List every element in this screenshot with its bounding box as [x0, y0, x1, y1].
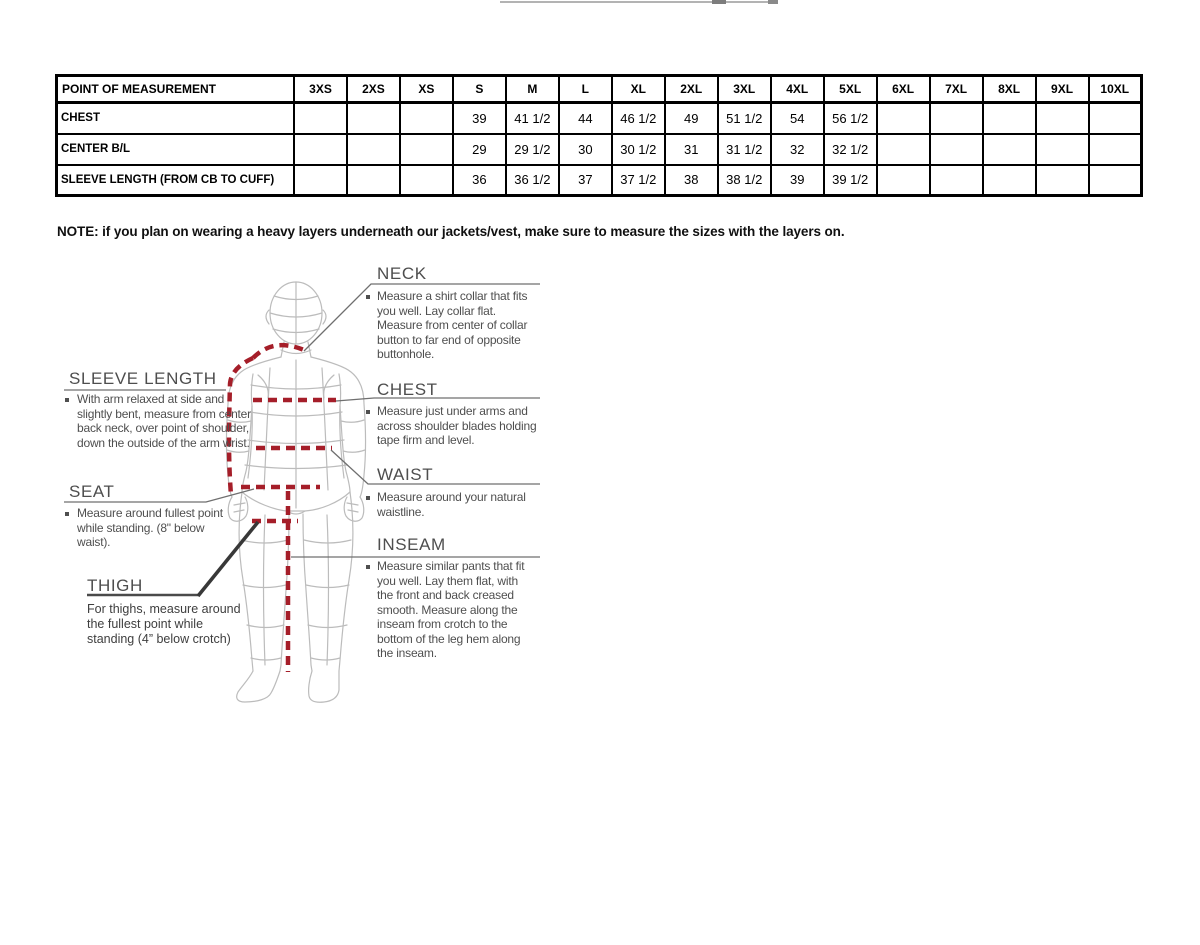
bullet-square-icon	[65, 512, 69, 516]
size-value-cell	[930, 103, 983, 134]
column-header-size: 8XL	[983, 76, 1036, 103]
size-value-cell	[294, 134, 347, 165]
column-header-size: XL	[612, 76, 665, 103]
table-row	[57, 103, 1142, 134]
size-value-cell	[1089, 103, 1142, 134]
size-value-cell: 30	[559, 134, 612, 165]
size-value-cell	[294, 165, 347, 196]
size-value-cell: 39	[453, 103, 506, 134]
row-label: SLEEVE LENGTH (FROM CB TO CUFF)	[57, 165, 295, 196]
column-header-size: L	[559, 76, 612, 103]
bullet-square-icon	[366, 295, 370, 299]
size-value-cell	[347, 165, 400, 196]
column-header-size: 5XL	[824, 76, 877, 103]
size-value-cell: 46 1/2	[612, 103, 665, 134]
column-header-size: 9XL	[1036, 76, 1089, 103]
column-header-size: 10XL	[1089, 76, 1142, 103]
size-value-cell: 29	[453, 134, 506, 165]
size-value-cell: 36	[453, 165, 506, 196]
size-value-cell	[400, 134, 453, 165]
thigh-section-text: For thighs, measure around the fullest point while standing (4” below crotch)	[87, 602, 241, 646]
cutoff-title-fragment	[500, 1, 774, 3]
size-value-cell	[930, 165, 983, 196]
size-value-cell: 38 1/2	[718, 165, 771, 196]
bullet-square-icon	[366, 410, 370, 414]
size-value-cell: 37	[559, 165, 612, 196]
size-value-cell	[877, 134, 930, 165]
size-value-cell: 32	[771, 134, 824, 165]
bullet-square-icon	[65, 398, 69, 402]
size-value-cell	[1089, 134, 1142, 165]
size-value-cell: 31	[665, 134, 718, 165]
size-chart-table	[55, 74, 1143, 197]
size-value-cell: 32 1/2	[824, 134, 877, 165]
size-value-cell: 37 1/2	[612, 165, 665, 196]
waist-section-title: WAIST	[377, 465, 434, 484]
size-value-cell: 30 1/2	[612, 134, 665, 165]
bullet-square-icon	[366, 565, 370, 569]
seat-section-title: SEAT	[69, 482, 115, 501]
column-header-point-of-measurement: POINT OF MEASUREMENT	[57, 76, 295, 103]
waist-pointer-line	[331, 450, 540, 484]
size-value-cell: 51 1/2	[718, 103, 771, 134]
sleeve-length-section-title: SLEEVE LENGTH	[69, 369, 217, 388]
table-row	[57, 134, 1142, 165]
neck-section-text: Measure a shirt collar that fits you well. Lay collar flat. Measure from center of collar button to far end of opposite buttonhole.	[377, 289, 528, 361]
bullet-square-icon	[366, 496, 370, 500]
size-value-cell: 31 1/2	[718, 134, 771, 165]
size-value-cell: 38	[665, 165, 718, 196]
waist-section-text: Measure around your natural waistline.	[377, 490, 526, 519]
size-value-cell	[983, 165, 1036, 196]
neck-measure-line	[253, 345, 304, 358]
size-value-cell	[400, 165, 453, 196]
cutoff-title-fragment	[768, 0, 778, 4]
inseam-section-text: Measure similar pants that fit you well. Lay them flat, with the front and back creased smooth. Measure along the inseam from crotch to the bottom of the leg hem along the inseam.	[377, 559, 525, 660]
size-value-cell	[877, 165, 930, 196]
inseam-section-title: INSEAM	[377, 535, 446, 554]
size-value-cell: 39	[771, 165, 824, 196]
column-header-size: XS	[400, 76, 453, 103]
size-value-cell: 44	[559, 103, 612, 134]
column-header-size: 4XL	[771, 76, 824, 103]
column-header-size: M	[506, 76, 559, 103]
column-header-size: 3XL	[718, 76, 771, 103]
column-header-size: 3XS	[294, 76, 347, 103]
body-wireframe-figure	[227, 282, 366, 702]
chest-section-title: CHEST	[377, 380, 438, 399]
size-value-cell: 29 1/2	[506, 134, 559, 165]
note-text: NOTE: if you plan on wearing a heavy layers underneath our jackets/vest, make sure to measure the sizes with the layers on.	[57, 224, 845, 239]
size-value-cell	[1089, 165, 1142, 196]
neck-section-title: NECK	[377, 264, 427, 283]
column-header-size: S	[453, 76, 506, 103]
column-header-size: 2XL	[665, 76, 718, 103]
seat-section-text: Measure around fullest point while standing. (8" below waist).	[77, 506, 223, 549]
size-value-cell	[983, 103, 1036, 134]
size-value-cell: 56 1/2	[824, 103, 877, 134]
size-value-cell	[877, 103, 930, 134]
thigh-section-title: THIGH	[87, 576, 143, 595]
column-header-size: 2XS	[347, 76, 400, 103]
table-header-row	[57, 76, 1142, 103]
size-value-cell: 36 1/2	[506, 165, 559, 196]
size-value-cell	[930, 134, 983, 165]
table-row	[57, 165, 1142, 196]
size-value-cell: 49	[665, 103, 718, 134]
size-value-cell: 39 1/2	[824, 165, 877, 196]
size-value-cell	[1036, 103, 1089, 134]
size-value-cell	[1036, 165, 1089, 196]
row-label: CHEST	[57, 103, 295, 134]
sleeve-length-section-text: With arm relaxed at side and slightly bent, measure from center back neck, over point of shoulder, down the outside of the arm wrist.	[77, 392, 251, 450]
row-label: CENTER B/L	[57, 134, 295, 165]
cutoff-title-fragment	[712, 0, 726, 4]
chest-pointer-line	[336, 398, 540, 401]
size-value-cell	[347, 134, 400, 165]
size-value-cell: 54	[771, 103, 824, 134]
size-value-cell	[347, 103, 400, 134]
column-header-size: 7XL	[930, 76, 983, 103]
size-value-cell	[294, 103, 347, 134]
chest-section-text: Measure just under arms and across shoulder blades holding tape firm and level.	[377, 404, 537, 447]
size-value-cell	[1036, 134, 1089, 165]
size-value-cell	[983, 134, 1036, 165]
column-header-size: 6XL	[877, 76, 930, 103]
size-value-cell: 41 1/2	[506, 103, 559, 134]
size-value-cell	[400, 103, 453, 134]
